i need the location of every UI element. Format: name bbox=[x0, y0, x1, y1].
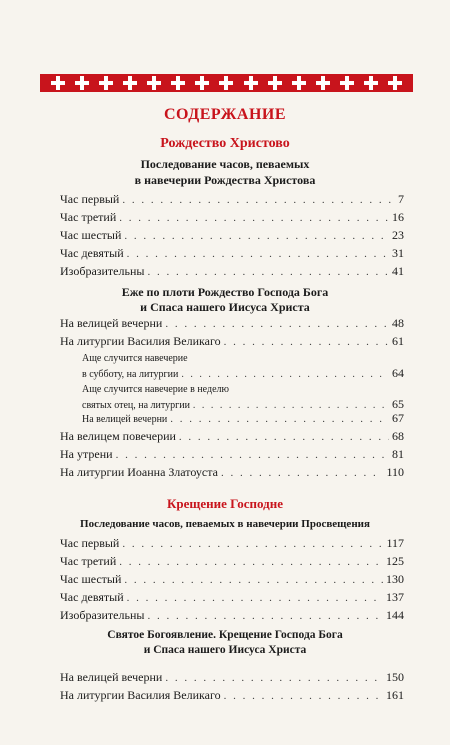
toc-sublabel-line2: в субботу, на литургии bbox=[82, 369, 179, 380]
toc-label: Час девятый bbox=[60, 246, 124, 260]
leader-dots bbox=[147, 610, 383, 622]
leader-dots bbox=[116, 449, 389, 461]
toc-entry[interactable] bbox=[60, 192, 404, 207]
leader-dots bbox=[124, 230, 389, 242]
ornament-band bbox=[40, 74, 413, 92]
toc-label: Час третий bbox=[60, 554, 117, 568]
toc-page: 110 bbox=[386, 465, 404, 479]
leader-dots bbox=[179, 431, 389, 443]
heading-hours-nativity-line1: Последование часов, певаемых bbox=[140, 157, 310, 171]
leader-dots bbox=[127, 248, 389, 260]
heading-hours-nativity-line2: в навечерии Рождества Христова bbox=[134, 173, 316, 187]
toc-page: 137 bbox=[386, 590, 404, 604]
cross-ornament-icon bbox=[99, 76, 113, 90]
toc-label: На велицем повечерии bbox=[60, 429, 176, 443]
cross-ornament-icon bbox=[147, 76, 161, 90]
toc-subentry[interactable] bbox=[82, 352, 404, 382]
leader-dots bbox=[165, 672, 383, 684]
toc-entry[interactable] bbox=[60, 670, 404, 685]
leader-dots bbox=[221, 467, 383, 479]
toc-page: 117 bbox=[386, 536, 404, 550]
toc-label: На литургии Василия Великаго bbox=[60, 334, 221, 348]
toc-page: 68 bbox=[392, 429, 404, 443]
toc-label: Час первый bbox=[60, 192, 120, 206]
section-title-baptism: Крещение Господне bbox=[166, 496, 284, 511]
cross-ornament-icon bbox=[75, 76, 89, 90]
leader-dots bbox=[170, 413, 389, 425]
heading-hours-baptism: Последование часов, певаемых в навечерии Просвещения bbox=[80, 518, 370, 530]
toc-page: 7 bbox=[398, 192, 404, 206]
toc-entry[interactable] bbox=[60, 429, 404, 444]
toc-subentry[interactable] bbox=[82, 383, 404, 413]
cross-ornament-icon bbox=[340, 76, 354, 90]
toc-page: 67 bbox=[392, 411, 404, 425]
toc-entry[interactable] bbox=[60, 590, 404, 605]
toc-page: 144 bbox=[386, 608, 404, 622]
toc-sublabel-line2: святых отец, на литургии bbox=[82, 400, 190, 411]
toc-label: На литургии Василия Великаго bbox=[60, 688, 221, 702]
cross-ornament-icon bbox=[123, 76, 137, 90]
leader-dots bbox=[119, 212, 389, 224]
leader-dots bbox=[124, 574, 383, 586]
toc-label: Час первый bbox=[60, 536, 120, 550]
cross-ornament-icon bbox=[388, 76, 402, 90]
leader-dots bbox=[127, 592, 383, 604]
toc-page: 81 bbox=[392, 447, 404, 461]
toc-page: 31 bbox=[392, 246, 404, 260]
toc-entry[interactable] bbox=[60, 465, 404, 480]
toc-label: Час шестый bbox=[60, 228, 122, 242]
leader-dots bbox=[224, 690, 383, 702]
toc-sublabel-line1: Аще случится навечерие bbox=[82, 353, 188, 364]
toc-label: Изобразительны bbox=[60, 264, 145, 278]
toc-entry[interactable] bbox=[60, 334, 404, 349]
toc-entry[interactable] bbox=[60, 554, 404, 569]
cross-ornament-icon bbox=[364, 76, 378, 90]
toc-page: 150 bbox=[386, 670, 404, 684]
toc-label: Изобразительны bbox=[60, 608, 145, 622]
heading-nativity-line2: и Спаса нашего Иисуса Христа bbox=[140, 300, 310, 314]
leader-dots bbox=[147, 266, 389, 278]
cross-ornament-icon bbox=[244, 76, 258, 90]
cross-ornament-icon bbox=[195, 76, 209, 90]
toc-page: 48 bbox=[392, 316, 404, 330]
toc-entry[interactable] bbox=[60, 688, 404, 703]
toc-sublabel-line1: Аще случится навечерие в неделю bbox=[82, 384, 229, 395]
cross-ornament-icon bbox=[268, 76, 282, 90]
heading-theophany-line2: и Спаса нашего Иисуса Христа bbox=[143, 644, 307, 656]
toc-label: Час третий bbox=[60, 210, 117, 224]
toc-entry[interactable] bbox=[60, 608, 404, 623]
leader-dots bbox=[122, 194, 395, 206]
toc-label: На велицей вечерни bbox=[60, 316, 163, 330]
leader-dots bbox=[122, 538, 383, 550]
toc-entry[interactable] bbox=[60, 447, 404, 462]
cross-ornament-icon bbox=[51, 76, 65, 90]
cross-ornament-icon bbox=[171, 76, 185, 90]
leader-dots bbox=[181, 368, 389, 382]
toc-page: 65 bbox=[392, 397, 404, 411]
toc-page: 161 bbox=[386, 688, 404, 702]
toc-label: На литургии Иоанна Златоуста bbox=[60, 465, 218, 479]
toc-label: Час девятый bbox=[60, 590, 124, 604]
toc-entry[interactable] bbox=[60, 316, 404, 331]
heading-theophany-line1: Святое Богоявление. Крещение Господа Бога bbox=[107, 629, 343, 641]
toc-page: 64 bbox=[392, 366, 404, 380]
cross-ornament-icon bbox=[316, 76, 330, 90]
toc-label: Час шестый bbox=[60, 572, 122, 586]
toc-label: На велицей вечерни bbox=[60, 670, 163, 684]
toc-page: 41 bbox=[392, 264, 404, 278]
toc-label: На утрени bbox=[60, 447, 113, 461]
toc-page: 61 bbox=[392, 334, 404, 348]
contents-title: СОДЕРЖАНИЕ bbox=[163, 106, 287, 123]
cross-ornament-icon bbox=[219, 76, 233, 90]
section-title-nativity: Рождество Христово bbox=[160, 136, 290, 151]
toc-page: 23 bbox=[392, 228, 404, 242]
toc-entry[interactable] bbox=[60, 572, 404, 587]
toc-subentry[interactable] bbox=[82, 411, 404, 426]
heading-nativity-line1: Еже по плоти Рождество Господа Бога bbox=[121, 285, 329, 299]
leader-dots bbox=[119, 556, 383, 568]
toc-page: 16 bbox=[392, 210, 404, 224]
leader-dots bbox=[224, 336, 389, 348]
toc-page: 125 bbox=[386, 554, 404, 568]
toc-label: На велицей вечерни bbox=[82, 414, 168, 425]
leader-dots bbox=[165, 318, 389, 330]
toc-entry[interactable] bbox=[60, 264, 404, 279]
toc-entry[interactable] bbox=[60, 228, 404, 243]
toc-entry[interactable] bbox=[60, 210, 404, 225]
toc-page: 130 bbox=[386, 572, 404, 586]
toc-entry[interactable] bbox=[60, 246, 404, 261]
toc-entry[interactable] bbox=[60, 536, 404, 551]
cross-ornament-icon bbox=[292, 76, 306, 90]
